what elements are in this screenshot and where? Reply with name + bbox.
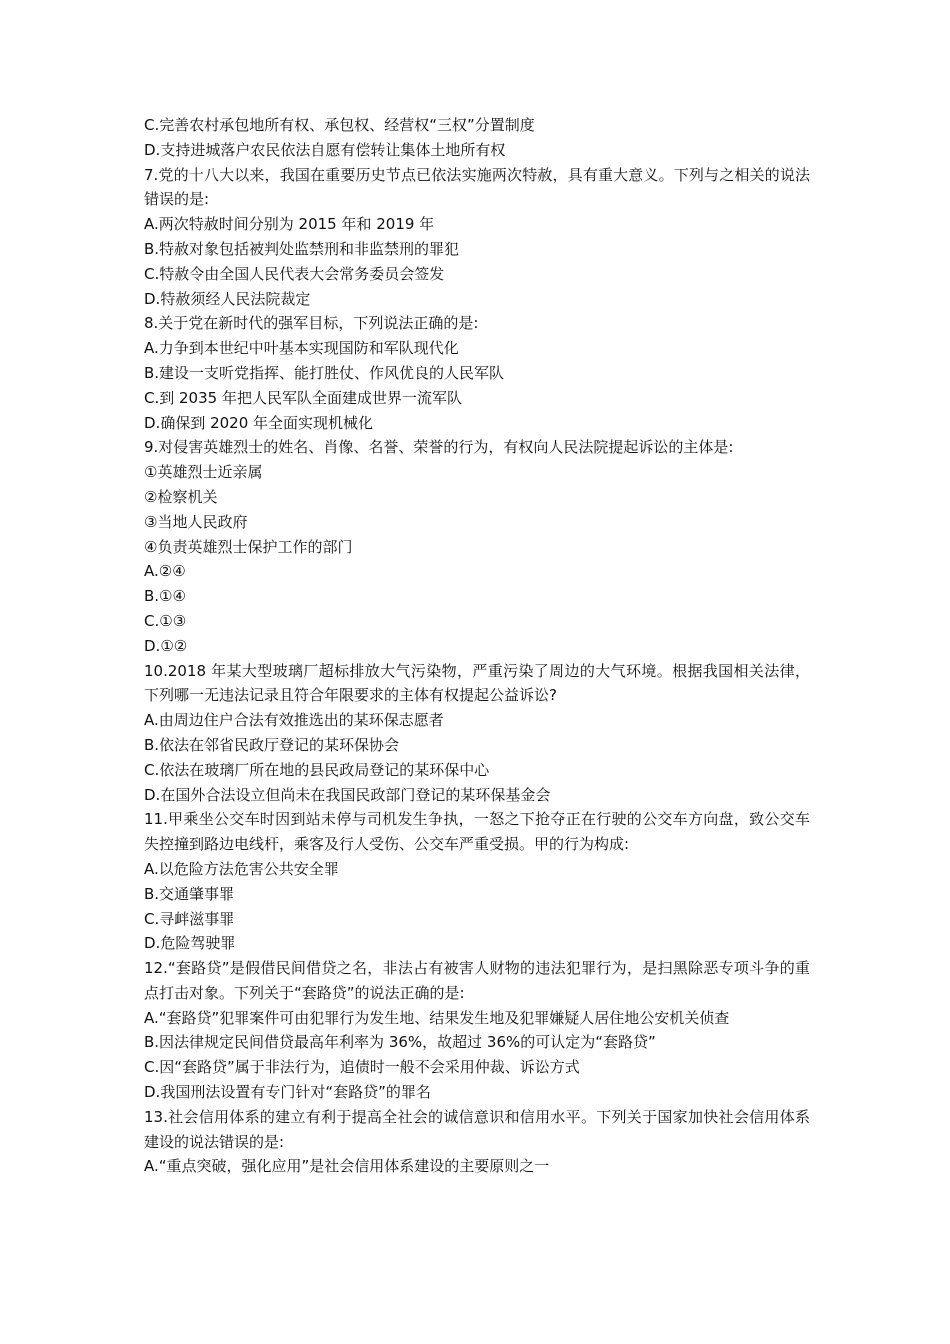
option-line: C.寻衅滋事罪 (144, 909, 235, 928)
option-line: C.因“套路贷”属于非法行为，追债时一般不会采用仲裁、诉讼方式 (144, 1058, 580, 1077)
option-line: A.力争到本世纪中叶基本实现国防和军队现代化 (144, 339, 459, 358)
option-line: B.建设一支听党指挥、能打胜仗、作风优良的人民军队 (144, 363, 505, 382)
option-line: B.依法在邻省民政厅登记的某环保协会 (144, 735, 400, 754)
option-line: D.确保到 2020 年全面实现机械化 (144, 413, 374, 432)
option-line: B.①④ (144, 587, 186, 606)
question-11-stem: 11.甲乘坐公交车时因到站未停与司机发生争执，一怒之下抢夺正在行驶的公交车方向盘，致公交车失控撞到路边电线杆，乘客及行人受伤、公交车严重受损。甲的行为构成: (144, 810, 810, 854)
option-line: C.特赦令由全国人民代表大会常务委员会签发 (144, 264, 445, 283)
statement-line: ④负责英雄烈士保护工作的部门 (144, 537, 353, 556)
option-line: C.完善农村承包地所有权、承包权、经营权“三权”分置制度 (144, 116, 535, 134)
option-line: A.两次特赦时间分别为 2015 年和 2019 年 (144, 215, 435, 234)
option-line: D.我国刑法设置有专门针对“套路贷”的罪名 (144, 1083, 431, 1102)
option-line: A.②④ (144, 562, 186, 581)
question-12-stem: 12.“套路贷”是假借民间借贷之名，非法占有被害人财物的违法犯罪行为，是扫黑除恶专项斗争的重点打击对象。下列关于“套路贷”的说法正确的是: (144, 959, 810, 1002)
question-13-stem: 13.社会信用体系的建立有利于提高全社会的诚信意识和信用水平。下列关于国家加快社会信用体系建设的说法错误的是: (144, 1107, 810, 1151)
option-line: A.“套路贷”犯罪案件可由犯罪行为发生地、结果发生地及犯罪嫌疑人居住地公安机关侦查 (144, 1008, 730, 1027)
statement-line: ②检察机关 (144, 487, 218, 506)
question-8-stem: 8.关于党在新时代的强军目标，下列说法正确的是: (144, 314, 479, 333)
option-line: A.以危险方法危害公共安全罪 (144, 859, 339, 878)
option-line: B.特赦对象包括被判处监禁刑和非监禁刑的罪犯 (144, 239, 460, 258)
option-line: A.由周边住户合法有效推选出的某环保志愿者 (144, 711, 444, 730)
statement-line: ①英雄烈士近亲属 (144, 463, 263, 482)
option-line: A.“重点突破，强化应用”是社会信用体系建设的主要原则之一 (144, 1157, 550, 1176)
option-line: C.①③ (144, 611, 187, 630)
statement-line: ③当地人民政府 (144, 512, 248, 531)
question-10-stem: 10.2018 年某大型玻璃厂超标排放大气污染物，严重污染了周边的大气环境。根据我国相关法律，下列哪一无违法记录且符合年限要求的主体有权提起公益诉讼? (144, 661, 810, 705)
option-line: D.危险驾驶罪 (144, 934, 236, 953)
option-line: D.①② (144, 636, 188, 655)
option-line: C.依法在玻璃厂所在地的县民政局登记的某环保中心 (144, 760, 490, 779)
option-line: B.交通肇事罪 (144, 884, 235, 903)
question-9-stem: 9.对侵害英雄烈士的姓名、肖像、名誉、荣誉的行为，有权向人民法院提起诉讼的主体是: (144, 438, 734, 457)
option-line: D.特赦须经人民法院裁定 (144, 289, 311, 308)
question-7-stem: 7.党的十八大以来，我国在重要历史节点已依法实施两次特赦，具有重大意义。下列与之相关的说法错误的是: (144, 165, 810, 209)
option-line: C.到 2035 年把人民军队全面建成世界一流军队 (144, 388, 462, 407)
option-line: D.在国外合法设立但尚未在我国民政部门登记的某环保基金会 (144, 785, 551, 804)
option-line: B.因法律规定民间借贷最高年利率为 36%，故超过 36%的可认定为“套路贷” (144, 1033, 656, 1052)
option-line: D.支持进城落户农民依法自愿有偿转让集体土地所有权 (144, 140, 506, 159)
document-page (144, 113, 810, 1179)
